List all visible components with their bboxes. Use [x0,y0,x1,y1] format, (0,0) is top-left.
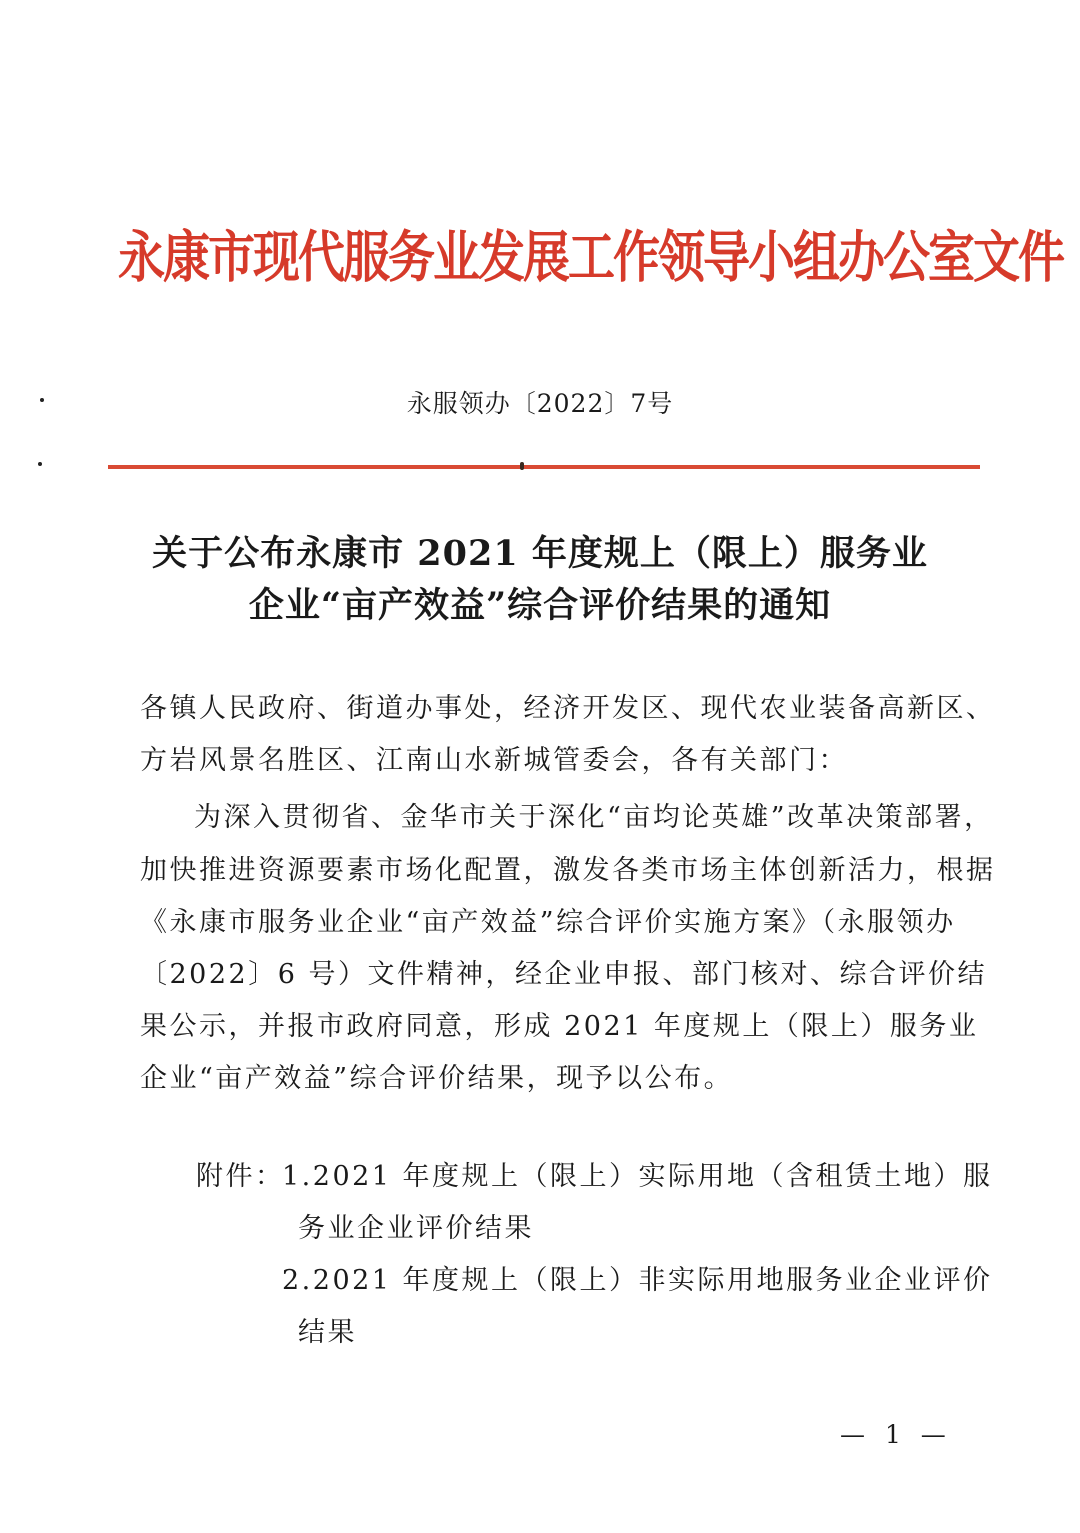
body-line-4: 〔2022〕6 号）文件精神，经企业申报、部门核对、综合评价结 [140,959,987,990]
attachment-1-line-1: 1.2021 年度规上（限上）实际用地（含租赁土地）服 [282,1161,993,1192]
body-line-1: 为深入贯彻省、金华市关于深化“亩均论英雄”改革决策部署， [194,802,994,833]
headline-line-1: 关于公布永康市 2021 年度规上（限上）服务业 [152,533,928,574]
attachment-2-line-2: 结果 [298,1317,357,1348]
salutation-line-2: 方岩风景名胜区、江南山水新城管委会，各有关部门： [140,745,848,776]
salutation-line-1: 各镇人民政府、街道办事处，经济开发区、现代农业装备高新区、 [140,693,996,724]
page-number: — 1 — [840,1420,952,1449]
margin-mark [38,462,42,466]
attachments-label: 附件： [196,1161,285,1192]
body-line-5: 果公示，并报市政府同意，形成 2021 年度规上（限上）服务业 [140,1011,979,1042]
body-line-3: 《永康市服务业企业“亩产效益”综合评价实施方案》（永服领办 [140,907,956,938]
document-number: 永服领办〔2022〕7号 [406,389,674,418]
headline-line-2: 企业“亩产效益”综合评价结果的通知 [248,585,832,626]
attachment-1-line-2: 务业企业评价结果 [298,1213,534,1244]
divider-mark [520,462,524,470]
attachment-2-line-1: 2.2021 年度规上（限上）非实际用地服务业企业评价 [282,1265,993,1296]
issuer-title: 永康市现代服务业发展工作领导小组办公室文件 [118,225,1063,291]
red-divider-rule [108,465,980,469]
body-line-2: 加快推进资源要素市场化配置，激发各类市场主体创新活力，根据 [140,855,996,886]
body-line-6: 企业“亩产效益”综合评价结果，现予以公布。 [140,1063,734,1094]
